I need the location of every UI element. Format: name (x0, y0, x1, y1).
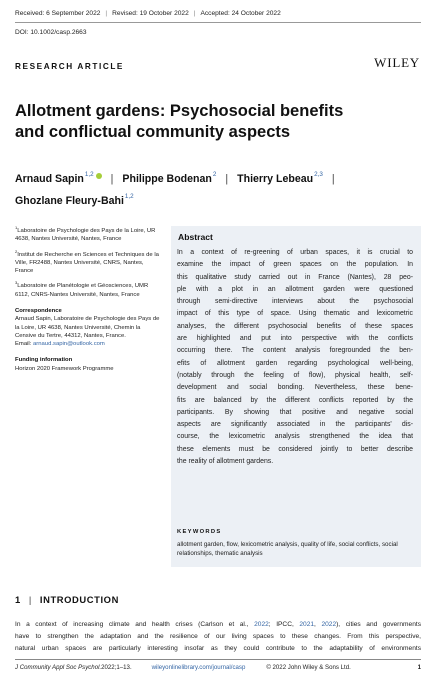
abstract-line: (notably through the feeling of flow), physical health, self- (177, 371, 413, 379)
citation-link[interactable]: 2021 (299, 621, 315, 628)
author-name[interactable]: Ghozlane Fleury-Bahi (15, 195, 124, 207)
section-heading (15, 594, 119, 605)
author-separator: | (225, 173, 229, 185)
article-title: Allotment gardens: Psychosocial benefits and conflictual community aspects (15, 102, 344, 141)
article-dates (15, 10, 421, 17)
page-footer (15, 664, 421, 671)
affiliation: $^3$Laboratoire de Planétologie et Géosciences, UMR 6112, CNRS-Nantes Université, Nantes, France (15, 280, 149, 298)
introduction-text (15, 619, 421, 656)
journal-name: J Community Appl Soc Psychol. (15, 664, 102, 671)
abstract-line: through semi-directive interviews about the psychosocial (177, 298, 413, 306)
body-line: In a context of increasing climate and health crises (Carlson et al., 2022; IPCC, 2021, 2022), cities and governments (15, 621, 421, 628)
email-label: Email: (15, 341, 32, 348)
abstract-line: efits of allotment garden regarding psychological well-being, (177, 359, 413, 367)
funding-text: Horizon 2020 Framework Programme (15, 365, 114, 372)
abstract-line: participants. By showing that positive and negative social (177, 408, 413, 416)
footer-divider (15, 659, 421, 660)
abstract-line: fits are balanced by the different conflicts reported by the (177, 396, 413, 404)
abstract-line: aspects are significantly associated in the participants' dis- (177, 421, 413, 429)
journal-citation: 2022;1–13. (101, 664, 132, 671)
author-list (15, 166, 421, 210)
affiliations-column (15, 224, 163, 377)
affiliation: $^2$Institut de Recherche en Sciences et Techniques de la Ville, FR2488, Nantes Université, CNRS, Nantes, France (15, 248, 159, 275)
date-separator: | (193, 10, 196, 17)
abstract-line: development and social bonding. Nevertheless, these bene- (177, 384, 413, 392)
revised-date: Revised: 19 October 2022 (112, 10, 189, 17)
page-number: 1 (417, 664, 421, 671)
author-name[interactable]: Thierry Lebeau (237, 173, 314, 185)
accepted-date: Accepted: 24 October 2022 (200, 10, 281, 17)
citation-link[interactable]: 2022 (321, 621, 337, 628)
header-divider (15, 22, 421, 23)
article-type: RESEARCH ARTICLE (15, 62, 124, 71)
abstract-line: the reality of allotment gardens. (177, 458, 274, 466)
author-affiliation-ref[interactable]: 1,2 (124, 193, 134, 200)
abstract-line: these elements must be considered jointly to better describe (177, 445, 413, 453)
section-number: 1 (15, 594, 21, 605)
abstract-line: this qualitative study carried out in France (Nantes), 28 peo- (177, 273, 413, 281)
abstract-line: occurring there. The content analysis foregrounded the ben- (177, 347, 413, 355)
author-affiliation-ref[interactable]: 2,3 (314, 171, 323, 178)
abstract-line: are highlighted and put into perspective with the conflicts (177, 335, 413, 343)
author-separator: | (331, 173, 335, 185)
date-separator: | (105, 10, 108, 17)
email-link[interactable]: arnaud.sapin@outlook.com (33, 341, 105, 348)
abstract-line: ple with a plot in an allotment garden were questioned (177, 285, 413, 293)
abstract-line: impact of this type of space. Using thematic and lexicometric (177, 310, 413, 318)
keywords-text: allotment garden, flow, lexicometric analysis, quality of life, social conflicts, social relationships, thematic analysis (177, 541, 398, 558)
abstract-line: analyses, the different psychosocial benefits of these spaces (177, 322, 413, 330)
author-name[interactable]: Arnaud Sapin (15, 173, 84, 185)
author-affiliation-ref[interactable]: 2 (212, 171, 217, 178)
section-title: INTRODUCTION (39, 594, 119, 605)
publisher-logo[interactable]: WILEY (374, 55, 420, 70)
author-name[interactable]: Philippe Bodenan (122, 173, 212, 185)
orcid-icon[interactable] (96, 173, 102, 179)
correspondence-text: Arnaud Sapin, Laboratoire de Psychologie des Pays de la Loire, UR 4638, Nantes Université, Chemin la Censive du Tertre, 44312, Nantes, France. Email: arnaud.sapin@outlook.com (15, 316, 160, 348)
abstract-heading: Abstract (178, 232, 213, 242)
section-separator: | (28, 594, 32, 605)
journal-url-link[interactable]: wileyonlinelibrary.com/journal/casp (151, 664, 246, 671)
received-date: Received: 6 September 2022 (15, 10, 101, 17)
body-line: have to strengthen the adaptation and the resilience of our living spaces to these changes. From this perspective, (15, 633, 421, 641)
abstract-text (177, 247, 413, 468)
body-line: natural urban spaces are particularly interesting insofar as they could contribute to the adaptability of environments (15, 645, 421, 653)
abstract-line: course, the lexicometric analysis strengthened the idea that (177, 433, 413, 441)
citation-link[interactable]: 2022 (254, 621, 269, 628)
author-separator: | (110, 173, 114, 185)
affiliation: $^1$Laboratoire de Psychologie des Pays de la Loire, UR 4638, Nantes Université, Nantes, France (15, 225, 156, 243)
copyright: © 2022 John Wiley & Sons Ltd. (266, 664, 351, 671)
author-affiliation-ref[interactable]: 1,2 (84, 171, 94, 178)
abstract-line: examine the impact of green spaces on the population. In (177, 261, 413, 269)
abstract-line: In a context of re-greening of urban spaces, it is crucial to (177, 249, 413, 256)
funding-heading: Funding information (15, 357, 73, 364)
keywords-heading: KEYWORDS (177, 529, 222, 535)
correspondence-heading: Correspondence (15, 307, 62, 314)
doi[interactable]: DOI: 10.1002/casp.2663 (15, 29, 87, 36)
